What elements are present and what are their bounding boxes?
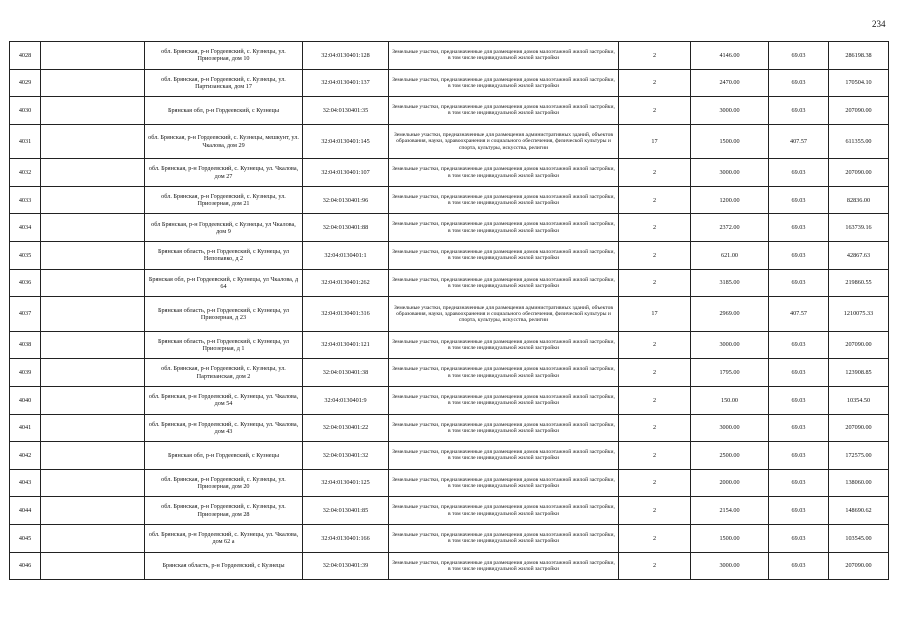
row-number-cell: 4030 [10, 97, 41, 125]
group-cell: 2 [619, 242, 691, 270]
table-row [10, 97, 889, 125]
address-cell: обл Брянская, р-н Гордеевский, с Кузнецы, ул Чкалова, дом 9 [145, 214, 303, 242]
blank-cell [41, 552, 145, 580]
group-cell: 2 [619, 524, 691, 552]
address-cell: обл. Брянская, р-н Гордеевский, с. Кузнецы, мешкунт, ул. Чкалова, дом 29 [145, 124, 303, 159]
group-cell: 2 [619, 159, 691, 187]
cadastral-value-cell: 172575.00 [829, 442, 889, 470]
cadastral-value-cell: 207090.00 [829, 159, 889, 187]
group-cell: 2 [619, 552, 691, 580]
cadastral-value-cell: 207090.00 [829, 552, 889, 580]
rate-cell: 69.03 [769, 469, 829, 497]
cadastral-value-cell: 207090.00 [829, 97, 889, 125]
row-number-cell: 4043 [10, 469, 41, 497]
address-cell: обл. Брянская, р-н Гордеевский, с. Кузнецы, ул. Чкалова, дом 54 [145, 386, 303, 414]
cadastral-value-table [9, 41, 889, 580]
cadastral-number-cell: 32:04:0130401:166 [303, 524, 389, 552]
rate-cell: 69.03 [769, 269, 829, 297]
blank-cell [41, 186, 145, 214]
table-row [10, 442, 889, 470]
land-use-cell: Земельные участки, предназначенные для размещения домов малоэтажной жилой застройки, в том числе индивидуальной жилой застройки [389, 331, 619, 359]
cadastral-value-cell: 10354.50 [829, 386, 889, 414]
group-cell: 2 [619, 414, 691, 442]
land-use-cell: Земельные участки, предназначенные для размещения домов малоэтажной жилой застройки, в том числе индивидуальной жилой застройки [389, 442, 619, 470]
blank-cell [41, 414, 145, 442]
address-cell: обл. Брянская, р-н Гордеевский, с. Кузнецы, ул. Чкалова, дом 62 а [145, 524, 303, 552]
group-cell: 2 [619, 497, 691, 525]
group-cell: 17 [619, 124, 691, 159]
land-use-cell: Земельные участки, предназначенные для размещения домов малоэтажной жилой застройки, в том числе индивидуальной жилой застройки [389, 242, 619, 270]
blank-cell [41, 359, 145, 387]
row-number-cell: 4039 [10, 359, 41, 387]
table-row [10, 159, 889, 187]
cadastral-number-cell: 32:04:0130401:125 [303, 469, 389, 497]
blank-cell [41, 159, 145, 187]
row-number-cell: 4036 [10, 269, 41, 297]
blank-cell [41, 469, 145, 497]
land-use-cell: Земельные участки, предназначенные для размещения домов малоэтажной жилой застройки, в том числе индивидуальной жилой застройки [389, 269, 619, 297]
cadastral-value-cell: 103545.00 [829, 524, 889, 552]
group-cell: 2 [619, 186, 691, 214]
row-number-cell: 4029 [10, 69, 41, 97]
blank-cell [41, 297, 145, 332]
cadastral-value-cell: 207090.00 [829, 414, 889, 442]
row-number-cell: 4038 [10, 331, 41, 359]
cadastral-number-cell: 32:04:0130401:85 [303, 497, 389, 525]
cadastral-number-cell: 32:04:0130401:137 [303, 69, 389, 97]
area-cell: 2969.00 [691, 297, 769, 332]
land-use-cell: Земельные участки, предназначенные для размещения домов малоэтажной жилой застройки, в том числе индивидуальной жилой застройки [389, 414, 619, 442]
area-cell: 3000.00 [691, 159, 769, 187]
group-cell: 2 [619, 469, 691, 497]
blank-cell [41, 497, 145, 525]
area-cell: 3185.00 [691, 269, 769, 297]
cadastral-number-cell: 32:04:0130401:22 [303, 414, 389, 442]
blank-cell [41, 42, 145, 70]
address-cell: обл. Брянская, р-н Гордеевский, с. Кузнецы, ул. Партизанская, дом 2 [145, 359, 303, 387]
cadastral-number-cell: 32:04:0130401:1 [303, 242, 389, 270]
cadastral-number-cell: 32:04:0130401:316 [303, 297, 389, 332]
blank-cell [41, 242, 145, 270]
group-cell: 2 [619, 97, 691, 125]
table-row [10, 469, 889, 497]
group-cell: 2 [619, 69, 691, 97]
address-cell: Брянская обл, р-н Гордеевский, с Кузнецы, ул Чкалова, д 64 [145, 269, 303, 297]
row-number-cell: 4028 [10, 42, 41, 70]
area-cell: 150.00 [691, 386, 769, 414]
table-row [10, 214, 889, 242]
row-number-cell: 4040 [10, 386, 41, 414]
page-number: 234 [872, 19, 886, 29]
rate-cell: 69.03 [769, 386, 829, 414]
rate-cell: 69.03 [769, 69, 829, 97]
cadastral-number-cell: 32:04:0130401:262 [303, 269, 389, 297]
row-number-cell: 4046 [10, 552, 41, 580]
table-row [10, 359, 889, 387]
blank-cell [41, 524, 145, 552]
cadastral-number-cell: 32:04:0130401:35 [303, 97, 389, 125]
blank-cell [41, 386, 145, 414]
table-row [10, 269, 889, 297]
table-row [10, 186, 889, 214]
cadastral-number-cell: 32:04:0130401:38 [303, 359, 389, 387]
area-cell: 1500.00 [691, 124, 769, 159]
land-use-cell: Земельные участки, предназначенные для размещения домов малоэтажной жилой застройки, в том числе индивидуальной жилой застройки [389, 42, 619, 70]
cadastral-value-cell: 82836.00 [829, 186, 889, 214]
rate-cell: 69.03 [769, 42, 829, 70]
rate-cell: 69.03 [769, 214, 829, 242]
cadastral-value-cell: 163739.16 [829, 214, 889, 242]
rate-cell: 69.03 [769, 186, 829, 214]
land-use-cell: Земельные участки, предназначенные для размещения домов малоэтажной жилой застройки, в том числе индивидуальной жилой застройки [389, 214, 619, 242]
table-row [10, 69, 889, 97]
blank-cell [41, 269, 145, 297]
address-cell: Брянская область, р-н Гордеевский, с Кузнецы, ул Непопавко, д 2 [145, 242, 303, 270]
table-row [10, 524, 889, 552]
area-cell: 3000.00 [691, 331, 769, 359]
address-cell: обл. Брянская, р-н Гордеевский, с. Кузнецы, ул. Приозерная, дом 28 [145, 497, 303, 525]
address-cell: обл. Брянская, р-н Гордеевский, с. Кузнецы, ул. Партизанская, дом 17 [145, 69, 303, 97]
cadastral-value-cell: 170504.10 [829, 69, 889, 97]
group-cell: 17 [619, 297, 691, 332]
table-row [10, 42, 889, 70]
area-cell: 621.00 [691, 242, 769, 270]
area-cell: 2372.00 [691, 214, 769, 242]
rate-cell: 69.03 [769, 552, 829, 580]
cadastral-value-cell: 286198.38 [829, 42, 889, 70]
cadastral-number-cell: 32:04:0130401:145 [303, 124, 389, 159]
cadastral-number-cell: 32:04:0130401:88 [303, 214, 389, 242]
address-cell: обл. Брянская, р-н Гордеевский, с. Кузнецы, ул. Чкалова, дом 43 [145, 414, 303, 442]
cadastral-number-cell: 32:04:0130401:128 [303, 42, 389, 70]
land-use-cell: Земельные участки, предназначенные для размещения домов малоэтажной жилой застройки, в том числе индивидуальной жилой застройки [389, 69, 619, 97]
area-cell: 2470.00 [691, 69, 769, 97]
address-cell: Брянская область, р-н Гордеевский, с Кузнецы [145, 552, 303, 580]
cadastral-number-cell: 32:04:0130401:107 [303, 159, 389, 187]
address-cell: обл. Брянская, р-н Гордеевский, с. Кузнецы, ул. Приозерная, дом 10 [145, 42, 303, 70]
area-cell: 4146.00 [691, 42, 769, 70]
table-row [10, 386, 889, 414]
area-cell: 3000.00 [691, 414, 769, 442]
group-cell: 2 [619, 269, 691, 297]
cadastral-value-cell: 138060.00 [829, 469, 889, 497]
group-cell: 2 [619, 331, 691, 359]
address-cell: Брянская обл, р-н Гордеевский, с Кузнецы [145, 97, 303, 125]
address-cell: обл. Брянская, р-н Гордеевский, с. Кузнецы, ул. Приозерная, дом 21 [145, 186, 303, 214]
row-number-cell: 4037 [10, 297, 41, 332]
row-number-cell: 4041 [10, 414, 41, 442]
land-use-cell: Земельные участки, предназначенные для размещения домов малоэтажной жилой застройки, в том числе индивидуальной жилой застройки [389, 386, 619, 414]
cadastral-number-cell: 32:04:0130401:121 [303, 331, 389, 359]
rate-cell: 69.03 [769, 414, 829, 442]
row-number-cell: 4044 [10, 497, 41, 525]
cadastral-value-cell: 611355.00 [829, 124, 889, 159]
land-use-cell: Земельные участки, предназначенные для размещения административных зданий, объектов образования, науки, здравоохранения и социального обеспечения, физической культуры и спорта, культуры, искусства, религии [389, 124, 619, 159]
cadastral-value-cell: 1210075.33 [829, 297, 889, 332]
area-cell: 2154.00 [691, 497, 769, 525]
address-cell: обл. Брянская, р-н Гордеевский, с. Кузнецы, ул. Чкалова, дом 27 [145, 159, 303, 187]
area-cell: 1795.00 [691, 359, 769, 387]
table-row [10, 414, 889, 442]
rate-cell: 69.03 [769, 331, 829, 359]
cadastral-number-cell: 32:04:0130401:39 [303, 552, 389, 580]
land-use-cell: Земельные участки, предназначенные для размещения домов малоэтажной жилой застройки, в том числе индивидуальной жилой застройки [389, 186, 619, 214]
area-cell: 3000.00 [691, 552, 769, 580]
land-use-cell: Земельные участки, предназначенные для размещения административных зданий, объектов образования, науки, здравоохранения и социального обеспечения, физической культуры и спорта, культуры, искусства, религии [389, 297, 619, 332]
rate-cell: 69.03 [769, 497, 829, 525]
table-row [10, 242, 889, 270]
table-row [10, 124, 889, 159]
group-cell: 2 [619, 214, 691, 242]
area-cell: 3000.00 [691, 97, 769, 125]
rate-cell: 69.03 [769, 97, 829, 125]
land-use-cell: Земельные участки, предназначенные для размещения домов малоэтажной жилой застройки, в том числе индивидуальной жилой застройки [389, 359, 619, 387]
land-use-cell: Земельные участки, предназначенные для размещения домов малоэтажной жилой застройки, в том числе индивидуальной жилой застройки [389, 97, 619, 125]
rate-cell: 69.03 [769, 442, 829, 470]
land-use-cell: Земельные участки, предназначенные для размещения домов малоэтажной жилой застройки, в том числе индивидуальной жилой застройки [389, 552, 619, 580]
area-cell: 2000.00 [691, 469, 769, 497]
cadastral-number-cell: 32:04:0130401:9 [303, 386, 389, 414]
land-use-cell: Земельные участки, предназначенные для размещения домов малоэтажной жилой застройки, в том числе индивидуальной жилой застройки [389, 159, 619, 187]
address-cell: обл. Брянская, р-н Гордеевский, с. Кузнецы, ул. Приозерная, дом 20 [145, 469, 303, 497]
group-cell: 2 [619, 386, 691, 414]
row-number-cell: 4045 [10, 524, 41, 552]
group-cell: 2 [619, 359, 691, 387]
blank-cell [41, 331, 145, 359]
rate-cell: 69.03 [769, 242, 829, 270]
row-number-cell: 4034 [10, 214, 41, 242]
rate-cell: 407.57 [769, 124, 829, 159]
rate-cell: 69.03 [769, 159, 829, 187]
rate-cell: 69.03 [769, 524, 829, 552]
rate-cell: 69.03 [769, 359, 829, 387]
land-use-cell: Земельные участки, предназначенные для размещения домов малоэтажной жилой застройки, в том числе индивидуальной жилой застройки [389, 469, 619, 497]
row-number-cell: 4033 [10, 186, 41, 214]
area-cell: 2500.00 [691, 442, 769, 470]
row-number-cell: 4032 [10, 159, 41, 187]
area-cell: 1200.00 [691, 186, 769, 214]
blank-cell [41, 124, 145, 159]
cadastral-value-cell: 207090.00 [829, 331, 889, 359]
land-use-cell: Земельные участки, предназначенные для размещения домов малоэтажной жилой застройки, в том числе индивидуальной жилой застройки [389, 497, 619, 525]
cadastral-number-cell: 32:04:0130401:32 [303, 442, 389, 470]
table-body [10, 42, 889, 580]
blank-cell [41, 69, 145, 97]
rate-cell: 407.57 [769, 297, 829, 332]
blank-cell [41, 442, 145, 470]
row-number-cell: 4035 [10, 242, 41, 270]
blank-cell [41, 214, 145, 242]
address-cell: Брянская область, р-н Гордеевский, с Кузнецы, ул Приозерная, д 1 [145, 331, 303, 359]
table-row [10, 297, 889, 332]
cadastral-value-cell: 123908.85 [829, 359, 889, 387]
land-use-cell: Земельные участки, предназначенные для размещения домов малоэтажной жилой застройки, в том числе индивидуальной жилой застройки [389, 524, 619, 552]
blank-cell [41, 97, 145, 125]
cadastral-number-cell: 32:04:0130401:96 [303, 186, 389, 214]
cadastral-value-cell: 219860.55 [829, 269, 889, 297]
row-number-cell: 4042 [10, 442, 41, 470]
address-cell: Брянская область, р-н Гордеевский, с Кузнецы, ул Приозерная, д 23 [145, 297, 303, 332]
area-cell: 1500.00 [691, 524, 769, 552]
row-number-cell: 4031 [10, 124, 41, 159]
address-cell: Брянская обл, р-н Гордеевский, с Кузнецы [145, 442, 303, 470]
table-row [10, 331, 889, 359]
group-cell: 2 [619, 42, 691, 70]
table-row [10, 497, 889, 525]
group-cell: 2 [619, 442, 691, 470]
table-row [10, 552, 889, 580]
cadastral-value-cell: 148690.62 [829, 497, 889, 525]
cadastral-value-cell: 42867.63 [829, 242, 889, 270]
